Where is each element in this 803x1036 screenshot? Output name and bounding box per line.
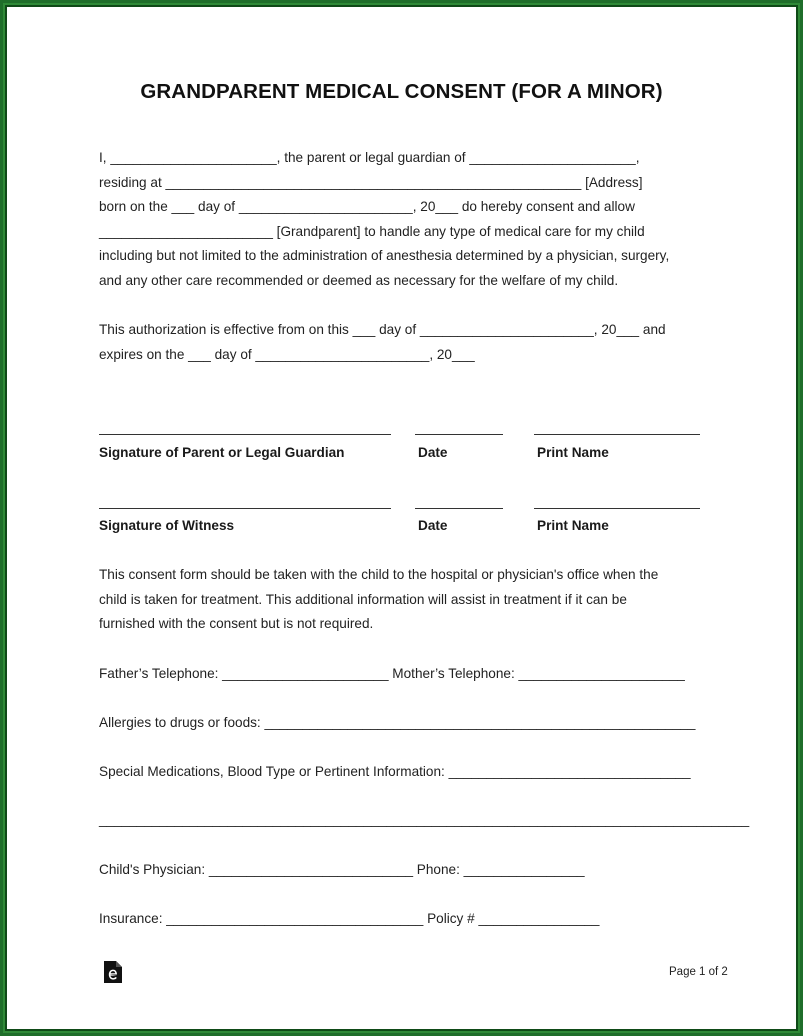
witness-signature-line[interactable] [99,508,391,509]
consent-line: and any other care recommended or deemed as necessary for the welfare of my child. [99,272,619,288]
allergies-field[interactable]: Allergies to drugs or foods: _________________________________________________________ [99,715,696,730]
parent-signature-label: Signature of Parent or Legal Guardian [99,445,345,460]
parent-signature-line[interactable] [99,434,391,435]
consent-line: residing at _______________________________________________________ [Address] [99,174,643,190]
consent-line: including but not limited to the administration of anesthesia determined by a physician, surgery, [99,248,670,264]
info-paragraph [99,563,709,637]
document-title: GRANDPARENT MEDICAL CONSENT (FOR A MINOR) [140,80,663,103]
authorization-paragraph [99,318,709,367]
special-medications-field[interactable]: Special Medications, Blood Type or Pertinent Information: ________________________________ [99,764,691,779]
extra-info-line[interactable]: ______________________________________________________________________________________ [99,812,750,827]
insurance-field[interactable]: Insurance: __________________________________ Policy # ________________ [99,911,600,926]
witness-print-name-label: Print Name [537,518,609,533]
authorization-line: This authorization is effective from on this ___ day of _______________________, 20___ and [99,322,666,337]
parent-date-line[interactable] [415,434,503,435]
parent-print-name-label: Print Name [537,445,609,460]
page-number: Page 1 of 2 [669,966,728,978]
witness-date-line[interactable] [415,508,503,509]
witness-date-label: Date [418,518,448,533]
telephone-fields[interactable]: Father’s Telephone: ______________________ Mother’s Telephone: ______________________ [99,666,685,681]
consent-line: I, ______________________, the parent or legal guardian of ______________________, [99,150,640,165]
parent-print-name-line[interactable] [534,434,700,435]
info-line: This consent form should be taken with the child to the hospital or physician's office when the [99,567,659,582]
consent-paragraph [99,146,709,294]
physician-field[interactable]: Child's Physician: ___________________________ Phone: ________________ [99,862,585,877]
info-line: child is taken for treatment. This additional information will assist in treatment if it can be [99,591,627,607]
witness-signature-label: Signature of Witness [99,518,235,533]
info-line: furnished with the consent but is not required. [99,616,374,632]
consent-line: _______________________ [Grandparent] to handle any type of medical care for my child [99,223,645,239]
consent-line: born on the ___ day of _______________________, 20___ do hereby consent and allow [99,199,635,215]
witness-print-name-line[interactable] [534,508,700,509]
eforms-logo-icon [103,960,123,984]
authorization-line: expires on the ___ day of _______________________, 20___ [99,346,475,362]
parent-date-label: Date [418,445,448,460]
